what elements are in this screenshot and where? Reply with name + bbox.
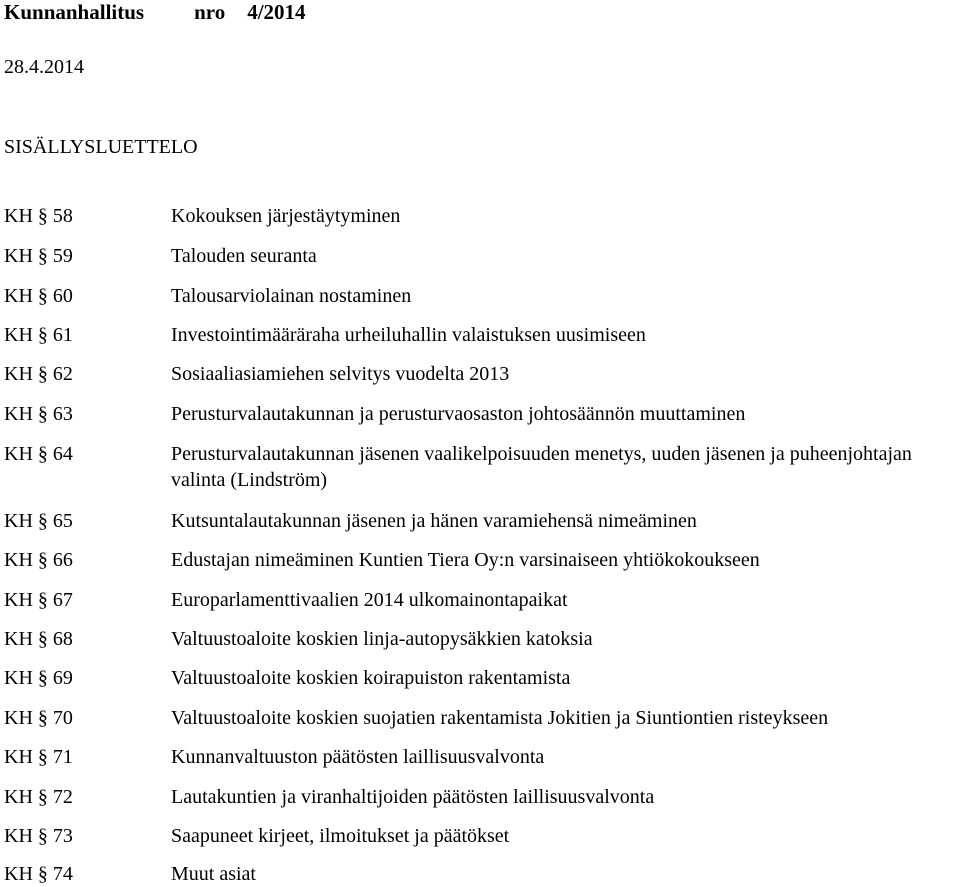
section-number: KH § 59 [4, 245, 73, 267]
section-title: Talouden seuranta [171, 245, 317, 267]
section-number: KH § 60 [4, 285, 73, 307]
section-title: Valtuustoaloite koskien suojatien rakentamista Jokitien ja Siuntiontien risteykseen [171, 707, 829, 729]
section-number: KH § 64 [4, 443, 73, 465]
section-title: Investointimääräraha urheiluhallin valaistuksen uusimiseen [171, 324, 646, 346]
section-number: KH § 71 [4, 746, 73, 768]
section-number: KH § 74 [4, 863, 73, 885]
meeting-number: 4/2014 [247, 0, 306, 24]
section-title: Edustajan nimeäminen Kuntien Tiera Oy:n varsinaiseen yhtiökokoukseen [171, 549, 760, 571]
section-title: Talousarviolainan nostaminen [171, 285, 412, 307]
nro-label: nro [194, 0, 226, 24]
section-number: KH § 67 [4, 589, 73, 611]
section-title: Saapuneet kirjeet, ilmoitukset ja päätökset [171, 825, 510, 847]
section-number: KH § 63 [4, 403, 73, 425]
section-number: KH § 72 [4, 786, 73, 808]
section-title: Perusturvalautakunnan jäsenen vaalikelpoisuuden menetys, uuden jäsenen ja puheenjohtajan valinta (Lindström) [171, 443, 912, 491]
section-number: KH § 65 [4, 510, 73, 532]
section-number: KH § 69 [4, 667, 73, 689]
section-title: Sosiaaliasiamiehen selvitys vuodelta 2013 [171, 363, 510, 385]
section-title: Kokouksen järjestäytyminen [171, 205, 401, 227]
section-title: Valtuustoaloite koskien koirapuiston rakentamista [171, 667, 571, 689]
section-title: Lautakuntien ja viranhaltijoiden päätösten laillisuusvalvonta [171, 786, 655, 808]
toc-title: SISÄLLYSLUETTELO [4, 136, 198, 158]
section-number: KH § 73 [4, 825, 73, 847]
section-number: KH § 70 [4, 707, 73, 729]
section-number: KH § 62 [4, 363, 73, 385]
section-title: Valtuustoaloite koskien linja-autopysäkkien katoksia [171, 628, 593, 650]
section-title: Kunnanvaltuuston päätösten laillisuusvalvonta [171, 746, 545, 768]
section-title: Europarlamenttivaalien 2014 ulkomainontapaikat [171, 589, 568, 611]
section-title: Kutsuntalautakunnan jäsenen ja hänen varamiehensä nimeäminen [171, 510, 697, 532]
body-name: Kunnanhallitus [4, 0, 145, 24]
section-number: KH § 66 [4, 549, 73, 571]
section-number: KH § 68 [4, 628, 73, 650]
document-header [4, 0, 306, 25]
meeting-date: 28.4.2014 [4, 56, 84, 78]
section-number: KH § 61 [4, 324, 73, 346]
section-title: Muut asiat [171, 863, 256, 885]
section-number: KH § 58 [4, 205, 73, 227]
section-title: Perusturvalautakunnan ja perusturvaosaston johtosäännön muuttaminen [171, 403, 746, 425]
